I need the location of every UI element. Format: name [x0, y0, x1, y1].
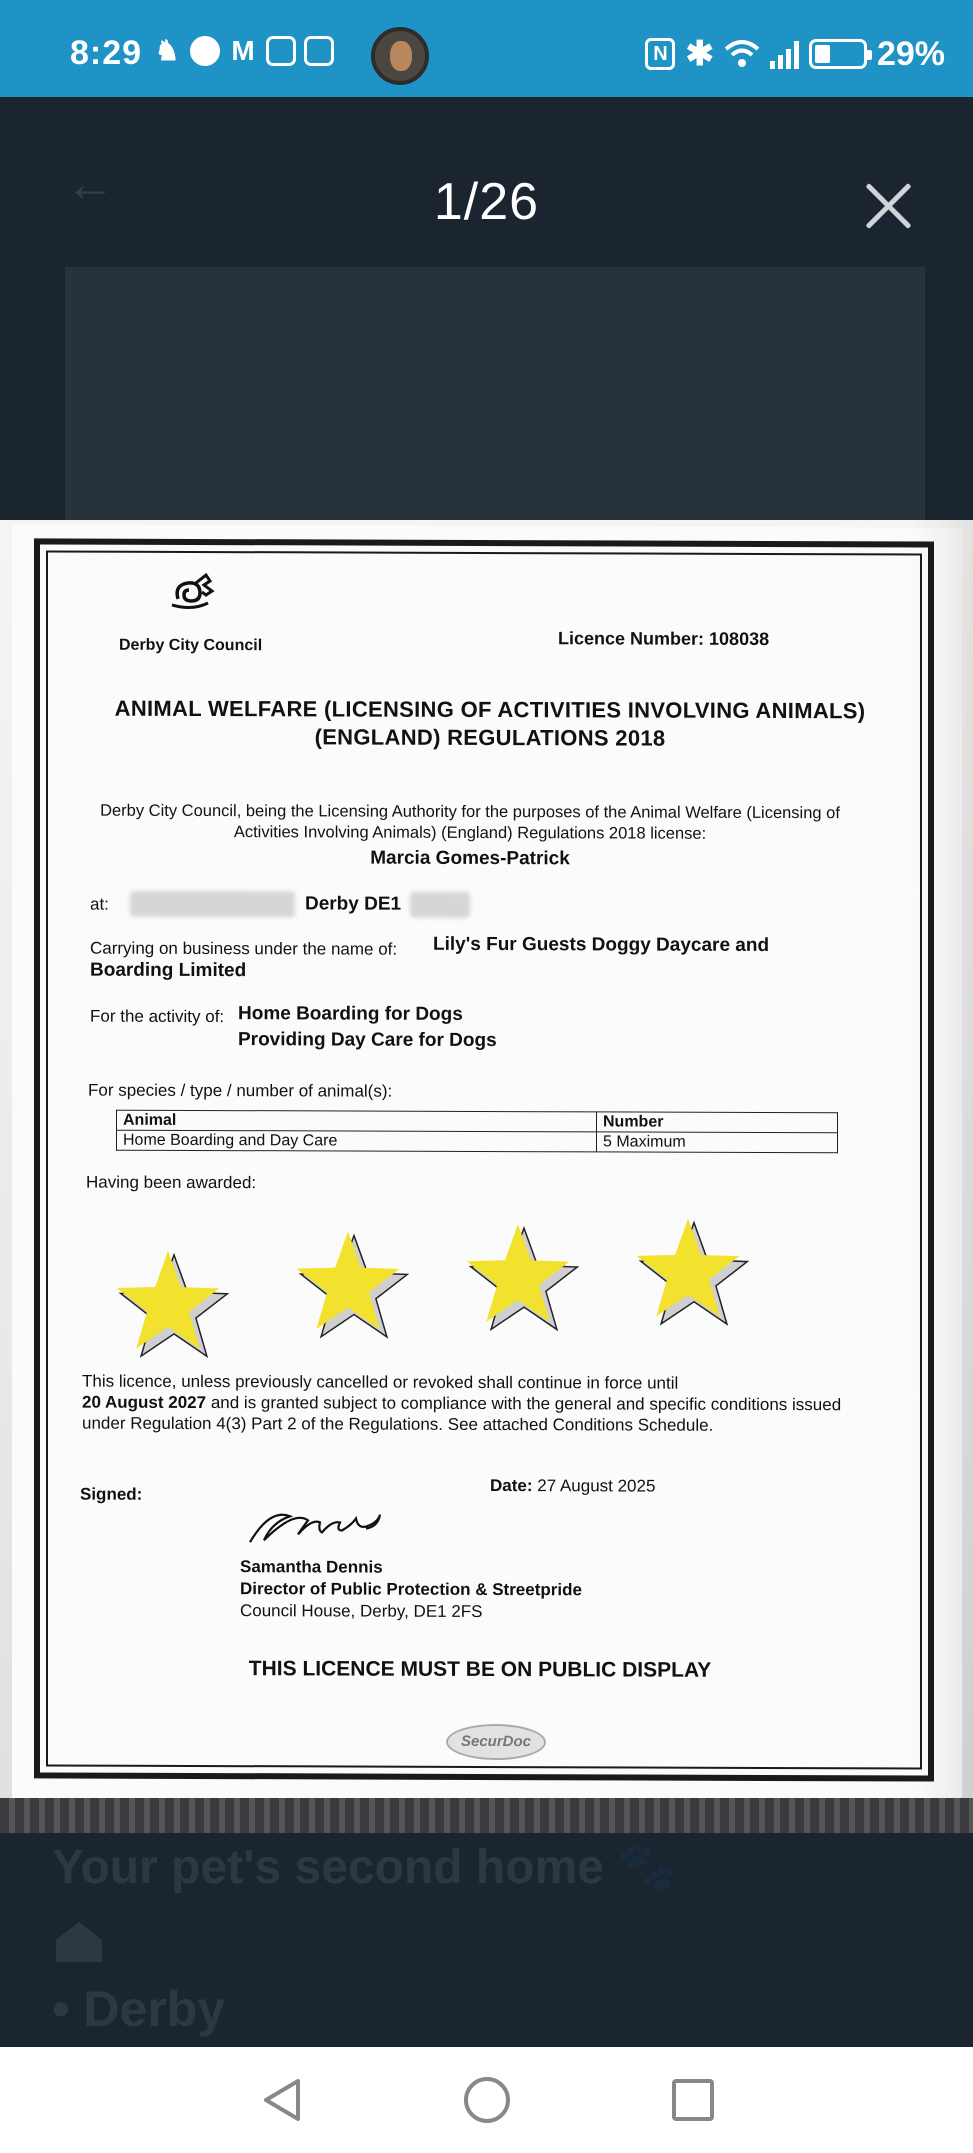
licence-number: Licence Number: 108038: [558, 628, 770, 649]
signal-icon: [770, 39, 799, 69]
securdoc-watermark: SecurDoc: [446, 1724, 546, 1760]
background-tagline: Your pet's second home 🐾: [52, 1841, 678, 1894]
redacted-postcode: [410, 892, 470, 918]
avatar: [371, 27, 429, 85]
issue-date: [490, 1476, 655, 1497]
bluetooth-icon: ✱: [685, 35, 714, 73]
instagram-icon: [266, 36, 296, 66]
table-header-row: [117, 1110, 838, 1133]
expiry-date: 20 August 2027: [82, 1392, 207, 1413]
authority-statement: Derby City Council, being the Licensing Authority for the purposes of the Animal Welfare (Licensing of Activities Involving Animals) (England) Regulations 2018 license:: [100, 801, 840, 843]
horse-app-icon: ♞: [154, 35, 180, 66]
signatory-title: Director of Public Protection & Streetpride: [240, 1579, 582, 1600]
house-icon: [52, 1918, 106, 1964]
carpet-background: [0, 1798, 973, 1833]
wifi-icon: [724, 39, 760, 69]
table-header: Number: [597, 1112, 838, 1133]
gmail-icon: M: [231, 35, 255, 66]
pinterest-icon: [190, 36, 220, 66]
activity-item: Providing Day Care for Dogs: [238, 1029, 497, 1052]
redacted-address: [130, 891, 295, 918]
at-label: at:: [90, 894, 109, 914]
recents-square-icon[interactable]: [672, 2079, 714, 2121]
date-value: 27 August 2025: [537, 1476, 656, 1496]
back-triangle-icon[interactable]: [258, 2075, 308, 2125]
status-bar: [0, 0, 973, 97]
regulation-title: ANIMAL WELFARE (LICENSING OF ACTIVITIES INVOLVING ANIMALS) (ENGLAND) REGULATIONS 2018: [114, 695, 866, 751]
table-cell: Home Boarding and Day Care: [117, 1130, 597, 1152]
location: Derby DE1: [305, 893, 402, 915]
public-display-notice: THIS LICENCE MUST BE ON PUBLIC DISPLAY: [248, 1657, 712, 1682]
handwritten-signature: [240, 1500, 430, 1556]
navigation-bar: [0, 2047, 973, 2153]
business-name-label: Carrying on business under the name of:: [90, 938, 398, 959]
page-counter: 1/26: [433, 173, 540, 231]
validity-text: This licence, unless previously cancelled or revoked shall continue in force until: [82, 1371, 679, 1393]
awarded-label: Having been awarded:: [86, 1172, 257, 1193]
derby-ram-logo-icon: [158, 569, 228, 619]
business-name: Lily's Fur Guests Doggy Daycare and: [433, 933, 770, 956]
star-icon: [290, 1225, 410, 1345]
notification-icons: [152, 36, 334, 66]
validity-conditions: and is granted subject to compliance with the general and specific conditions issued under Regulation 4(3) Part 2 of the Regulations. See attached Conditions Schedule.: [82, 1393, 842, 1435]
battery-percent: 29%: [876, 34, 945, 73]
star-icon: [460, 1218, 580, 1338]
battery-icon: [809, 39, 867, 69]
table-header: Animal: [117, 1110, 597, 1132]
activity-label: For the activity of:: [90, 1006, 225, 1027]
home-circle-icon[interactable]: [464, 2077, 510, 2123]
certificate-photo[interactable]: [0, 520, 973, 1833]
nfc-icon: N: [645, 38, 675, 70]
table-row: [117, 1130, 838, 1153]
species-label: For species / type / number of animal(s):: [88, 1080, 393, 1101]
date-label: Date:: [490, 1476, 533, 1496]
signatory-address: Council House, Derby, DE1 2FS: [240, 1601, 483, 1621]
system-icons: [645, 34, 945, 74]
instagram-icon: [304, 36, 334, 66]
status-time: 8:29: [70, 34, 143, 72]
animal-table: [116, 1110, 838, 1154]
business-name-continued: Boarding Limited: [90, 959, 247, 982]
photo-shadow: [913, 520, 973, 1833]
star-icon: [110, 1245, 230, 1365]
certificate-border: [34, 538, 934, 1781]
licensee-name: Marcia Gomes-Patrick: [370, 847, 570, 870]
validity-statement: [82, 1371, 842, 1437]
back-arrow-icon: ←: [65, 156, 115, 212]
close-icon[interactable]: [862, 180, 914, 232]
star-icon: [630, 1212, 750, 1332]
activity-item: Home Boarding for Dogs: [238, 1003, 463, 1025]
certificate-paper: [12, 524, 962, 1805]
signed-label: Signed:: [80, 1484, 143, 1504]
star-rating: [100, 1205, 840, 1358]
background-location: • Derby: [52, 1981, 226, 2037]
signatory-name: Samantha Dennis: [240, 1557, 383, 1577]
table-cell: 5 Maximum: [597, 1132, 838, 1153]
council-name: Derby City Council: [119, 636, 263, 655]
